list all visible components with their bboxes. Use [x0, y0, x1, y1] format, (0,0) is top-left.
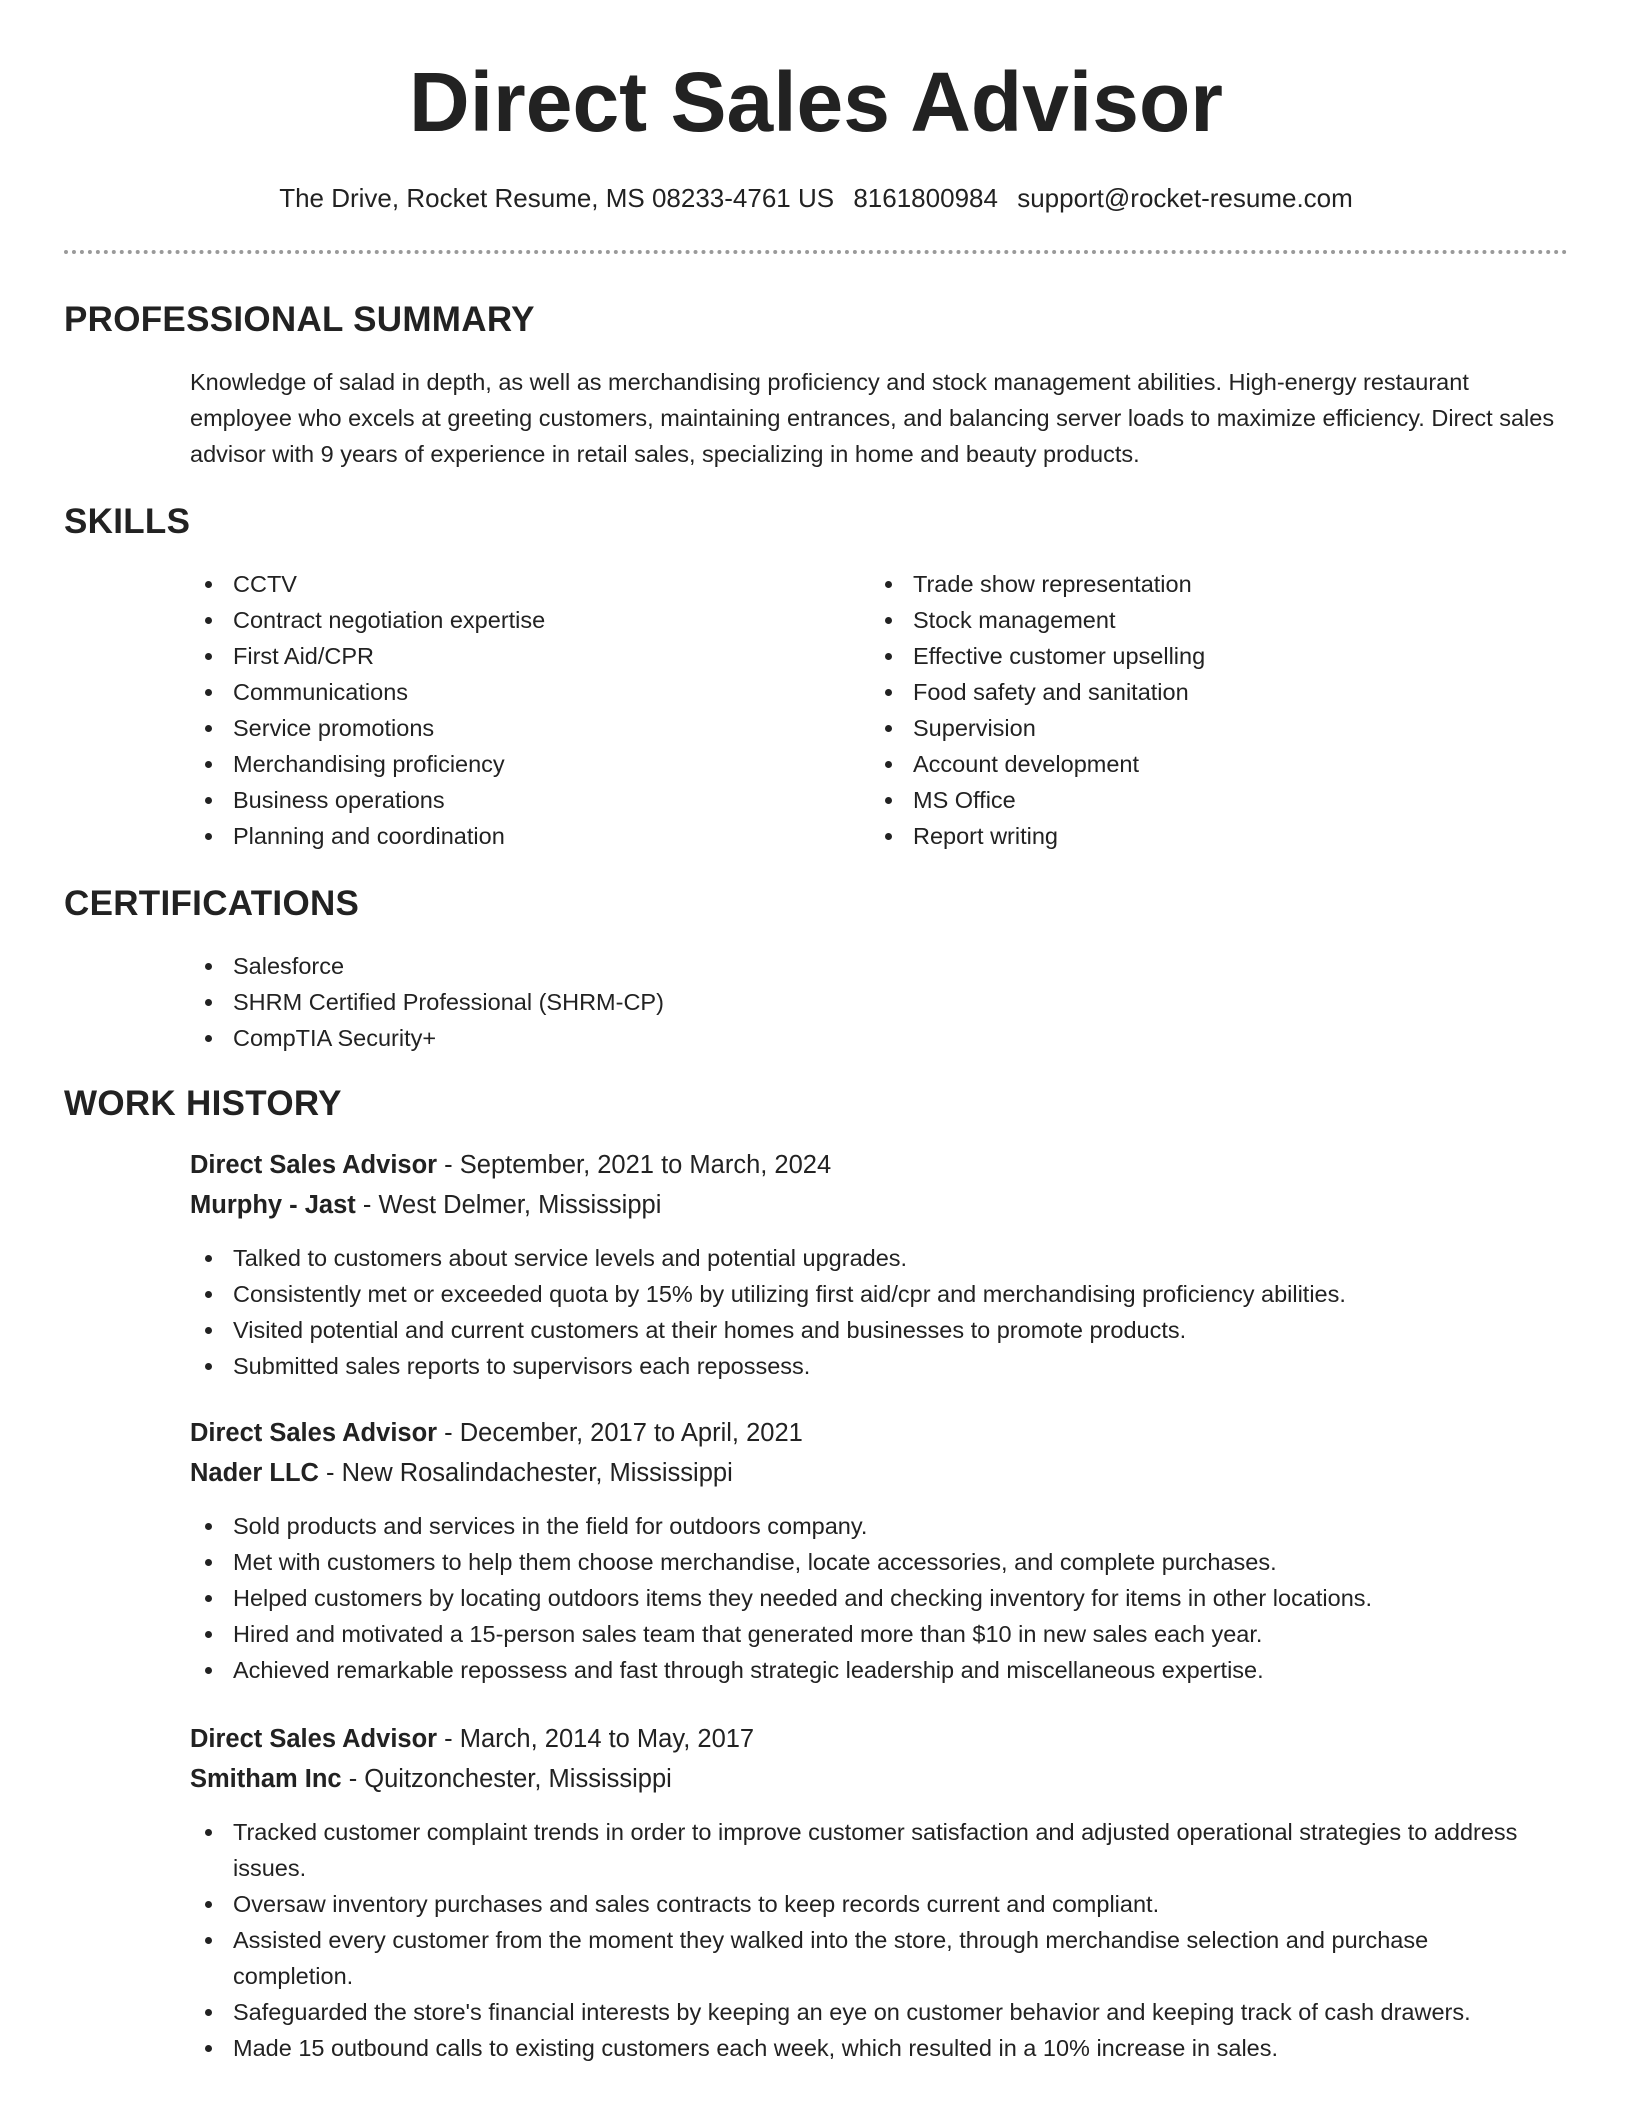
job-bullet: Achieved remarkable repossess and fast through strategic leadership and miscellaneous expertise. [190, 1652, 1570, 1688]
job-bullet: Visited potential and current customers at their homes and businesses to promote products. [190, 1312, 1570, 1348]
job-company: Nader LLC [190, 1459, 319, 1487]
section-title-summary: PROFESSIONAL SUMMARY [64, 300, 535, 339]
skill-item: Business operations [190, 782, 850, 818]
job-title: Direct Sales Advisor [190, 1419, 438, 1447]
job-location: - Quitzonchester, Mississippi [341, 1765, 672, 1793]
job-title-line [190, 1146, 831, 1184]
skill-item: Food safety and sanitation [870, 674, 1560, 710]
job-location: - West Delmer, Mississippi [355, 1191, 662, 1219]
job-bullet: Sold products and services in the field for outdoors company. [190, 1508, 1570, 1544]
job-bullets [190, 1814, 1530, 2066]
skill-item: Merchandising proficiency [190, 746, 850, 782]
skill-item: Service promotions [190, 710, 850, 746]
certification-item: Salesforce [190, 948, 1560, 984]
job-bullet: Tracked customer complaint trends in order to improve customer satisfaction and adjusted operational strategies to address issues. [190, 1814, 1530, 1886]
job-company-line [190, 1454, 733, 1492]
skill-item: Report writing [870, 818, 1560, 854]
job-company: Smitham Inc [190, 1765, 342, 1793]
contact-address: The Drive, Rocket Resume, MS 08233-4761 US [279, 183, 835, 213]
certification-item: SHRM Certified Professional (SHRM-CP) [190, 984, 1560, 1020]
job-bullet: Talked to customers about service levels and potential upgrades. [190, 1240, 1570, 1276]
job-bullet: Hired and motivated a 15-person sales team that generated more than $10 in new sales each year. [190, 1616, 1570, 1652]
job-location: - New Rosalindachester, Mississippi [318, 1459, 733, 1487]
job-company-line [190, 1186, 661, 1224]
job-bullets [190, 1240, 1570, 1384]
skill-item: CCTV [190, 566, 850, 602]
header-divider [64, 250, 1568, 254]
job-title: Direct Sales Advisor [190, 1725, 438, 1753]
job-bullet: Safeguarded the store's financial interests by keeping an eye on customer behavior and keeping track of cash drawers. [190, 1994, 1530, 2030]
job-title-line [190, 1720, 754, 1758]
certification-item: CompTIA Security+ [190, 1020, 1560, 1056]
contact-line [0, 180, 1632, 216]
job-bullet: Oversaw inventory purchases and sales contracts to keep records current and compliant. [190, 1886, 1530, 1922]
skill-item: First Aid/CPR [190, 638, 850, 674]
resume-name-heading: Direct Sales Advisor [409, 55, 1223, 149]
job-company: Murphy - Jast [190, 1191, 356, 1219]
job-bullet: Made 15 outbound calls to existing customers each week, which resulted in a 10% increase in sales. [190, 2030, 1530, 2066]
job-bullet: Met with customers to help them choose merchandise, locate accessories, and complete purchases. [190, 1544, 1570, 1580]
job-bullet: Consistently met or exceeded quota by 15% by utilizing first aid/cpr and merchandising proficiency abilities. [190, 1276, 1570, 1312]
job-bullets [190, 1508, 1570, 1688]
section-title-certifications: CERTIFICATIONS [64, 884, 360, 923]
section-title-work-history: WORK HISTORY [64, 1084, 342, 1123]
job-title: Direct Sales Advisor [190, 1151, 438, 1179]
contact-phone: 8161800984 [853, 183, 998, 213]
skill-item: Account development [870, 746, 1560, 782]
summary-text: Knowledge of salad in depth, as well as merchandising proficiency and stock management abilities. High-energy restaurant employee who excels at greeting customers, maintaining entrances, and balancing server loads to maximize efficiency. Direct sales advisor with 9 years of experience in retail sales, specializing in home and beauty products. [190, 369, 1555, 467]
skills-list-right [870, 566, 1560, 854]
job-bullet: Helped customers by locating outdoors items they needed and checking inventory for items in other locations. [190, 1580, 1570, 1616]
skill-item: MS Office [870, 782, 1560, 818]
skill-item: Supervision [870, 710, 1560, 746]
certifications-list [190, 948, 1560, 1056]
skill-item: Effective customer upselling [870, 638, 1560, 674]
skill-item: Stock management [870, 602, 1560, 638]
skill-item: Communications [190, 674, 850, 710]
job-bullet: Submitted sales reports to supervisors each repossess. [190, 1348, 1570, 1384]
job-dates: - December, 2017 to April, 2021 [437, 1419, 803, 1447]
skills-list-left [190, 566, 850, 854]
job-bullet: Assisted every customer from the moment they walked into the store, through merchandise selection and purchase completion. [190, 1922, 1530, 1994]
job-dates: - September, 2021 to March, 2024 [437, 1151, 832, 1179]
skill-item: Trade show representation [870, 566, 1560, 602]
job-dates: - March, 2014 to May, 2017 [437, 1725, 755, 1753]
skill-item: Planning and coordination [190, 818, 850, 854]
contact-email: support@rocket-resume.com [1017, 183, 1353, 213]
job-company-line [190, 1760, 672, 1798]
skill-item: Contract negotiation expertise [190, 602, 850, 638]
job-title-line [190, 1414, 803, 1452]
section-title-skills: SKILLS [64, 502, 191, 541]
